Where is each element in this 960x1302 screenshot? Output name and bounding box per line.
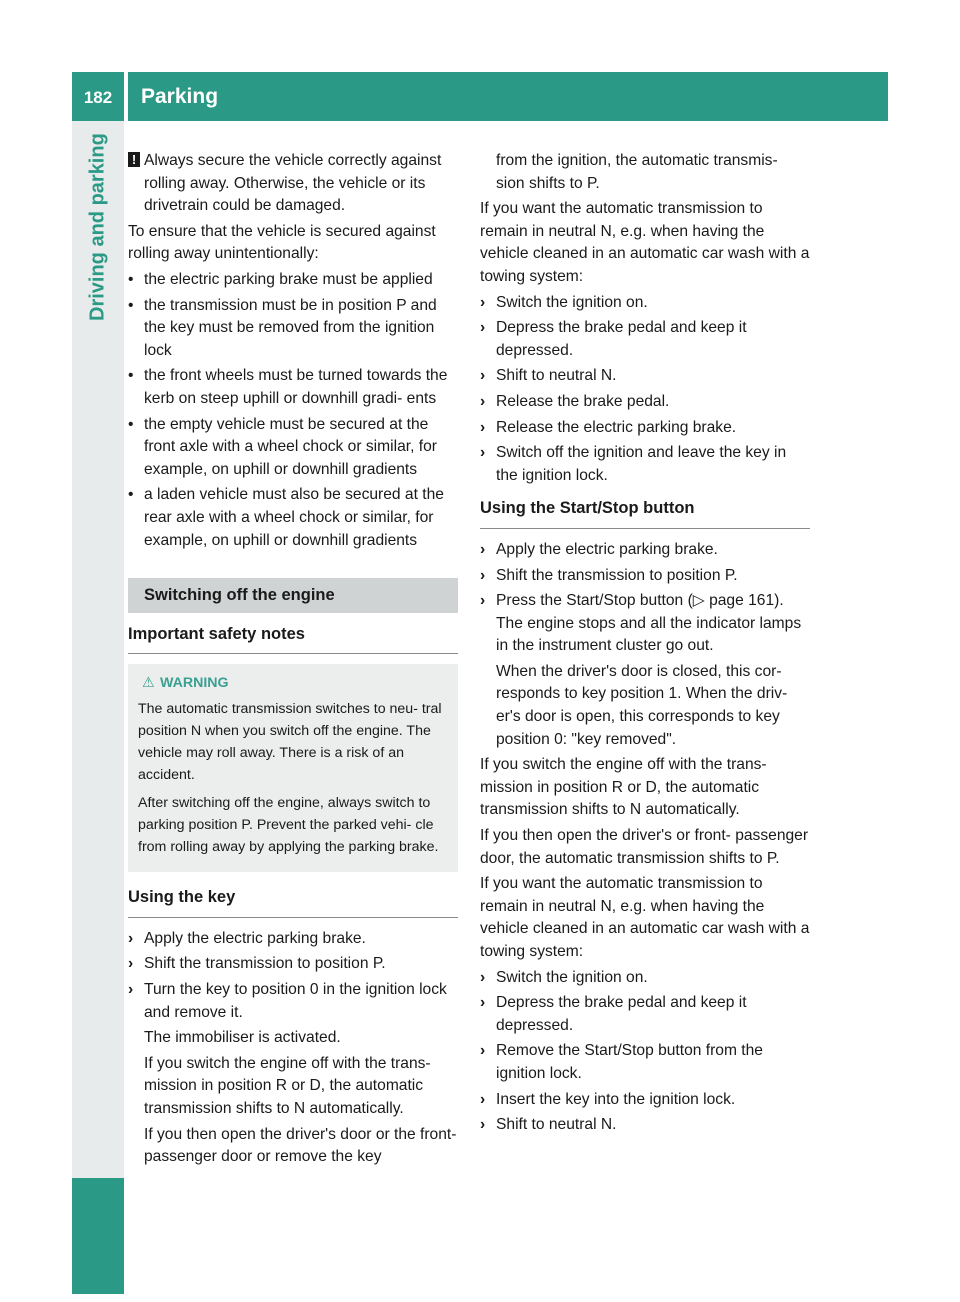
side-tab-block [72, 1178, 124, 1294]
step-item: › Insert the key into the ignition lock. [480, 1089, 810, 1112]
step-item: › Depress the brake pedal and keep it depressed. [480, 317, 810, 362]
arrow-icon: › [128, 981, 134, 999]
step-item: › Shift the transmission to position P. [128, 953, 458, 976]
bullet-item: • the transmission must be in position P and the key must be removed from the ignition lock [128, 295, 458, 363]
step-item: › Switch off the ignition and leave the key in the ignition lock. [480, 442, 810, 487]
bullet-icon: • [128, 296, 134, 314]
bullet-icon: • [128, 415, 134, 433]
paragraph: If you switch the engine off with the trans- mission in position R or D, the automatic transmission shifts to N automatically. [480, 756, 767, 819]
subsection-heading: Using the key [128, 886, 458, 918]
step-continuation: If you then open the driver's door or the front-passenger door or remove the key [144, 1125, 457, 1166]
warning-title: ⚠ WARNING [138, 672, 448, 694]
bullet-item: • the electric parking brake must be applied [128, 269, 458, 292]
page-header [72, 72, 888, 121]
step-item: › Apply the electric parking brake. [128, 928, 458, 951]
arrow-icon: › [480, 994, 486, 1012]
side-tab-title: Driving and parking [86, 133, 109, 321]
step-continuation: from the ignition, the automatic transmis- sion shifts to P. [496, 152, 778, 192]
warning-box [128, 664, 458, 872]
arrow-icon: › [480, 293, 486, 311]
arrow-icon: › [480, 1116, 486, 1134]
arrow-icon: › [480, 1042, 486, 1060]
bullet-icon: • [128, 270, 134, 288]
step-item: › Shift the transmission to position P. [480, 565, 810, 588]
arrow-icon: › [480, 418, 486, 436]
step-item: › Turn the key to position 0 in the ignition lock and remove it. [128, 979, 458, 1024]
side-tab [72, 121, 124, 1181]
caution-text: Always secure the vehicle correctly against rolling away. Otherwise, the vehicle or its drivetrain could be damaged. [144, 152, 442, 215]
paragraph: If you then open the driver's or front- passenger door, the automatic transmission shifts to P. [480, 827, 809, 867]
bullet-item: • the empty vehicle must be secured at the front axle with a wheel chock or similar, for example, on uphill or downhill gradients [128, 414, 458, 482]
subsection-heading: Using the Start/Stop button [480, 497, 810, 529]
section-title: Parking [141, 85, 219, 108]
warning-text: After switching off the engine, always switch to parking position P. Prevent the parked vehi- cle from rolling away by applying the parking brake. [138, 795, 439, 856]
arrow-icon: › [480, 540, 486, 558]
step-item: › Switch the ignition on. [480, 292, 810, 315]
warning-text: The automatic transmission switches to neu- tral position N when you switch off the engine. The vehicle may roll away. There is a risk of an accident. [138, 701, 442, 784]
step-item: › Shift to neutral N. [480, 365, 810, 388]
step-item: › Remove the Start/Stop button from the ignition lock. [480, 1040, 810, 1085]
arrow-icon: › [480, 392, 486, 410]
step-continuation: If you switch the engine off with the trans- mission in position R or D, the automatic transmission shifts to N automatically. [144, 1054, 431, 1118]
header-divider [124, 72, 128, 121]
page-number: 182 [83, 88, 113, 107]
step-continuation: The immobiliser is activated. [144, 1029, 341, 1047]
step-item: › Release the brake pedal. [480, 391, 810, 414]
left-column [128, 150, 458, 1172]
bullet-item: • the front wheels must be turned towards the kerb on steep uphill or downhill gradi- ents [128, 365, 458, 410]
caution-note [128, 150, 458, 218]
intro-text: To ensure that the vehicle is secured against rolling away unintentionally: [128, 222, 436, 263]
arrow-icon: › [480, 319, 486, 337]
bullet-icon: • [128, 367, 134, 385]
step-item: › Depress the brake pedal and keep it depressed. [480, 992, 810, 1037]
right-column [480, 150, 810, 1140]
paragraph: If you want the automatic transmission to remain in neutral N, e.g. when having the vehicle cleaned in an automatic car wash with a towing system: [480, 875, 810, 960]
bullet-icon: • [128, 486, 134, 504]
arrow-icon: › [128, 955, 134, 973]
paragraph: If you want the automatic transmission to remain in neutral N, e.g. when having the vehicle cleaned in an automatic car wash with a towing system: [480, 200, 810, 285]
arrow-icon: › [480, 566, 486, 584]
step-item: › Shift to neutral N. [480, 1114, 810, 1137]
bullet-item: • a laden vehicle must also be secured at the rear axle with a wheel chock or similar, for example, on uphill or downhill gradients [128, 484, 458, 552]
step-item: › Apply the electric parking brake. [480, 539, 810, 562]
step-item: › Press the Start/Stop button (▷ page 161). The engine stops and all the indicator lamps in the instrument cluster go out. [480, 590, 810, 658]
arrow-icon: › [480, 444, 486, 462]
arrow-icon: › [480, 367, 486, 385]
step-item: › Release the electric parking brake. [480, 417, 810, 440]
subsection-heading: Important safety notes [128, 623, 458, 655]
arrow-icon: › [128, 929, 134, 947]
warning-triangle-icon: ⚠ [142, 675, 155, 692]
step-continuation: When the driver's door is closed, this cor- responds to key position 1. When the driv- er's door is open, this corresponds to key position 0: "key removed". [496, 662, 788, 748]
arrow-icon: › [480, 592, 486, 610]
arrow-icon: › [480, 1090, 486, 1108]
section-heading: Switching off the engine [128, 578, 458, 613]
caution-icon: ! [128, 152, 140, 167]
step-item: › Switch the ignition on. [480, 967, 810, 990]
arrow-icon: › [480, 968, 486, 986]
